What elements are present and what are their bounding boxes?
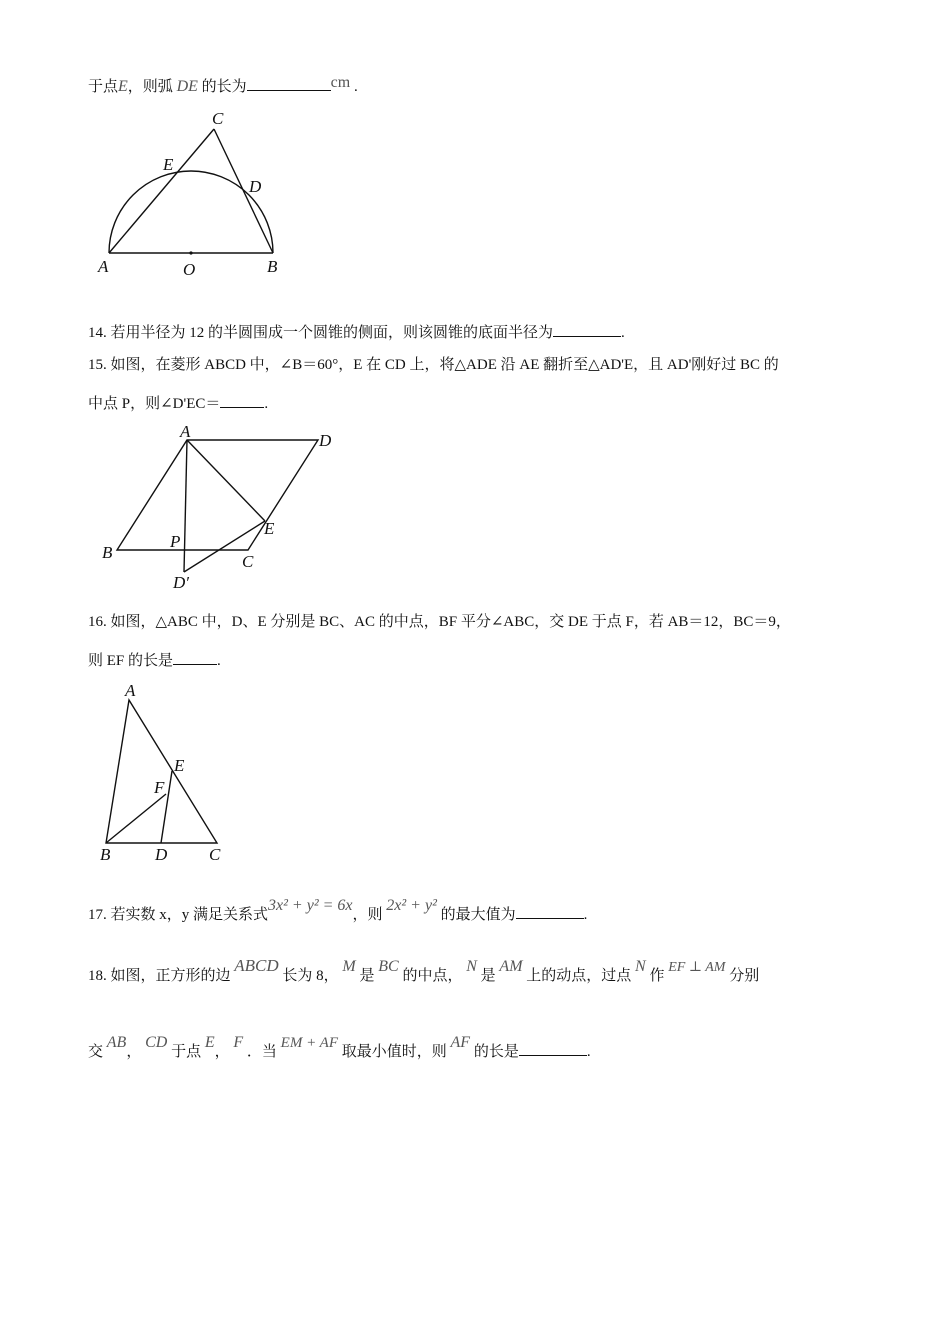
q18-var-am: AM [499,958,523,975]
q18-l1-a: 18. 如图，正方形的边 [88,968,231,984]
q13-var-e: E [118,78,128,95]
q18-var-e: E [204,1034,215,1051]
fig16-line-bf [106,794,166,843]
fig16-label-e: E [174,756,185,775]
q17-post: 的最大值为 [440,907,516,923]
fig15-label-e: E [264,519,275,538]
q17-equation-2: 2x² + y² [386,897,437,914]
q16-text-2: 则 EF 的长是 [88,653,174,669]
q17-mid: ，则 [352,907,383,923]
q18-l2-c: 于点 [171,1044,202,1060]
fig15-label-d: D [319,431,332,450]
q13-suffix: 的长为 [201,79,247,95]
q18-line2 [88,1034,591,1062]
q18-var-perp: EF ⊥ AM [668,960,726,975]
q14-text: 14. 若用半径为 12 的半圆围成一个圆锥的侧面，则该圆锥的底面半径为 [88,325,554,341]
q18-l1-e: 是 [480,968,496,984]
q18-l1-b: 长为 8， [282,968,339,984]
fig15-label-d-prime: D′ [173,573,189,592]
q18-var-af: AF [450,1034,471,1051]
q18-var-f: F [233,1034,244,1051]
q16-end: . [217,653,221,669]
q18-var-sum: EM + AF [280,1035,339,1051]
fig16-label-f: F [154,778,165,797]
q17-pre: 17. 若实数 x，y 满足关系式 [88,907,269,923]
q18-l1-g: 作 [649,968,665,984]
q18-var-n: N [466,958,477,975]
q18-var-ab: AB [106,1034,127,1051]
fig16-triangle-abc [106,700,217,843]
fig15-label-b: B [102,543,113,562]
fig13-label-o: O [183,260,196,279]
q18-var-abcd: ABCD [234,956,279,975]
q18-end: . [586,1044,591,1060]
q18-l1-d: 的中点， [402,968,463,984]
q18-var-cd: CD [145,1034,168,1051]
fig15-label-p: P [170,532,181,551]
q18-var-n2: N [635,958,646,975]
q18-l2-a: 交 [88,1044,104,1060]
q15-text-2: 中点 P，则∠D'EC＝ [88,396,221,412]
q17-end: . [583,907,588,923]
q18-l1-h: 分别 [729,968,760,984]
q13-unit: cm [330,74,351,91]
q13-mid: ，则弧 [127,79,173,95]
q18-answer-blank[interactable] [519,1041,587,1056]
fig16-label-b: B [100,845,111,864]
fig13-label-a: A [98,257,109,276]
fig16-label-a: A [125,681,136,700]
fig15-label-c: C [242,552,254,571]
q18-var-bc: BC [378,958,399,975]
q18-l2-d: ， [214,1044,230,1060]
q18-l1-c: 是 [359,968,375,984]
fig13-label-b: B [267,257,278,276]
q17 [88,897,588,925]
fig15-label-a: A [180,422,191,441]
fig16-label-c: C [209,845,221,864]
q13-prefix: 于点 [88,79,119,95]
q15-text-1: 15. 如图，在菱形 ABCD 中，∠B＝60°，E 在 CD 上，将△ADE 沿 AE 翻折至△AD'E，且 AD'刚好过 BC 的 [88,357,779,373]
q16-text-1: 16. 如图，△ABC 中，D、E 分别是 BC、AC 的中点，BF 平分∠ABC，交 DE 于点 F，若 AB＝12，BC＝9， [88,614,791,630]
q18-l1-f: 上的动点，过点 [526,968,632,984]
q18-var-m: M [342,958,356,975]
q18-l2-e: ．当 [246,1044,277,1060]
q18-l2-f: 取最小值时，则 [341,1044,447,1060]
fig13-label-d: D [249,177,262,196]
q18-l2-b: ， [126,1044,142,1060]
q18-line1 [88,956,760,987]
fig13-label-c: C [212,109,224,128]
q15-end: . [264,396,269,412]
q14-end: . [621,325,625,341]
q18-l2-g: 的长是 [473,1044,519,1060]
q17-answer-blank[interactable] [516,904,584,919]
q13-end: . [353,79,358,95]
q13-var-de: DE [176,78,198,95]
q17-equation-1: 3x² + y² = 6x [268,897,353,914]
fig16-label-d: D [155,845,168,864]
fig13-label-e: E [163,155,174,174]
